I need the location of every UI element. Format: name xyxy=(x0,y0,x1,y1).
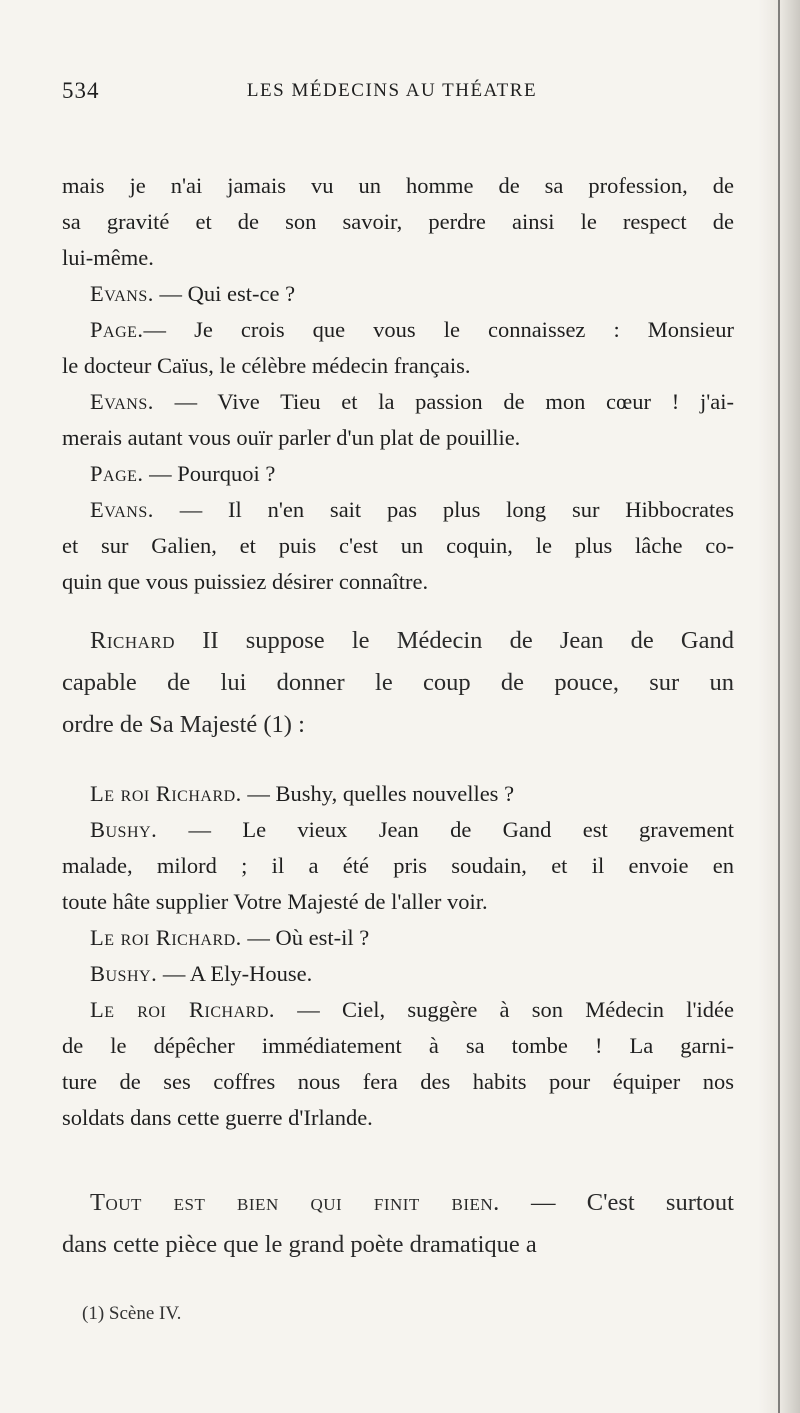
page-edge-line xyxy=(778,0,780,1413)
text-line: de le dépêcher immédiatement à sa tombe ! La garni- xyxy=(62,1033,734,1058)
speaker-name: Evans. xyxy=(90,389,154,414)
speaker-name: Bushy. xyxy=(90,817,158,842)
dialogue-line: Page.— Je crois que vous le connaissez : Monsieur xyxy=(90,317,734,342)
text-line: quin que vous puissiez désirer connaître. xyxy=(62,569,429,594)
narrative-paragraph-1 xyxy=(62,620,734,746)
quote-block-1 xyxy=(62,168,734,600)
running-title: LES MÉDECINS AU THÉATRE xyxy=(246,80,538,101)
text-line: mais je n'ai jamais vu un homme de sa profession, de xyxy=(62,173,734,198)
text-line: le docteur Caïus, le célèbre médecin français. xyxy=(62,353,471,378)
text-line: soldats dans cette guerre d'Irlande. xyxy=(62,1105,373,1130)
narrative-line: Tout est bien qui finit bien. — C'est surtout xyxy=(90,1189,734,1216)
dialogue-line: Page. — Pourquoi ? xyxy=(90,461,276,486)
smallcaps-name: Richard xyxy=(90,627,176,654)
footnote: (1) Scène IV. xyxy=(82,1303,182,1324)
narrative-line: dans cette pièce que le grand poète dramatique a xyxy=(62,1231,537,1258)
speaker-name: Bushy. xyxy=(90,961,158,986)
dialogue-line: Evans. — Il n'en sait pas plus long sur Hibbocrates xyxy=(90,497,734,522)
text-line: lui-même. xyxy=(62,245,154,270)
speaker-name: Evans. xyxy=(90,281,154,306)
dialogue-line: Bushy. — Le vieux Jean de Gand est gravement xyxy=(90,817,734,842)
dialogue-line: Le roi Richard. — Ciel, suggère à son Médecin l'idée xyxy=(90,997,734,1022)
dialogue-line: Evans. — Qui est-ce ? xyxy=(90,281,296,306)
speaker-name: Page. xyxy=(90,317,144,342)
speaker-name: Le roi Richard. xyxy=(90,781,242,806)
narrative-paragraph-2 xyxy=(62,1182,734,1266)
text-line: toute hâte supplier Votre Majesté de l'aller voir. xyxy=(62,889,488,914)
speaker-name: Page. xyxy=(90,461,144,486)
speaker-name: Le roi Richard. xyxy=(90,925,242,950)
text-line: malade, milord ; il a été pris soudain, et il envoie en xyxy=(62,853,734,878)
smallcaps-title: Tout est bien qui finit bien. xyxy=(90,1189,500,1216)
page-number: 534 xyxy=(62,78,100,103)
text-line: merais autant vous ouïr parler d'un plat de pouillie. xyxy=(62,425,521,450)
speaker-name: Evans. xyxy=(90,497,154,522)
quote-block-2 xyxy=(62,776,734,1136)
text-line: sa gravité et de son savoir, perdre ainsi le respect de xyxy=(62,209,734,234)
narrative-line: ordre de Sa Majesté (1) : xyxy=(62,711,305,738)
dialogue-line: Le roi Richard. — Où est-il ? xyxy=(90,925,370,950)
dialogue-line: Le roi Richard. — Bushy, quelles nouvelles ? xyxy=(90,781,515,806)
text-line: ture de ses coffres nous fera des habits pour équiper nos xyxy=(62,1069,734,1094)
text-line: et sur Galien, et puis c'est un coquin, le plus lâche co- xyxy=(62,533,734,558)
narrative-line: Richard II suppose le Médecin de Jean de Gand xyxy=(90,627,734,654)
page-header xyxy=(62,78,722,118)
speaker-name: Le roi Richard. xyxy=(90,997,276,1022)
dialogue-line: Evans. — Vive Tieu et la passion de mon cœur ! j'ai- xyxy=(90,389,734,414)
dialogue-line: Bushy. — A Ely-House. xyxy=(90,961,313,986)
narrative-line: capable de lui donner le coup de pouce, sur un xyxy=(62,669,734,696)
